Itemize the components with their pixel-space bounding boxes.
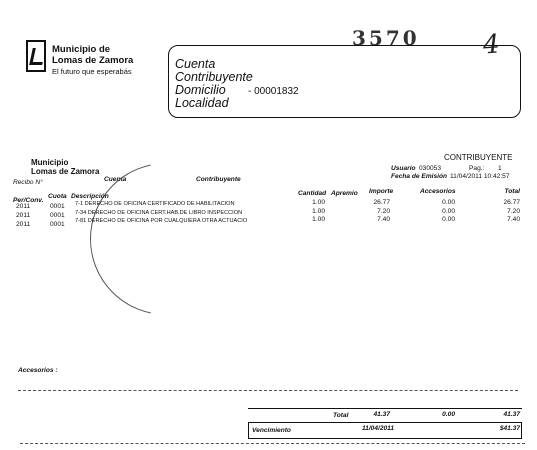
row2-cantidad: 1.00 xyxy=(312,208,325,215)
col-importe: Importe xyxy=(369,188,394,195)
recibo-label: Recibo N° xyxy=(13,179,43,186)
row3-importe: 7.40 xyxy=(377,216,390,223)
municipio-name xyxy=(52,44,133,66)
cut-line xyxy=(20,443,525,444)
domicilio-label: Domicilio xyxy=(175,83,226,97)
col-descripcion: Descripción xyxy=(71,193,109,200)
col-accesorios: Accesorios xyxy=(420,188,456,195)
row2-desc: 7-34 DERECHO DE OFICINA CERT.HAB.DE LIBRO INSPECCION xyxy=(75,210,243,216)
row1-total: 26.77 xyxy=(503,199,520,206)
row3-accesorios: 0.00 xyxy=(442,216,455,223)
municipio-logo-icon xyxy=(26,40,46,72)
handwritten-number: 4 xyxy=(481,29,501,61)
domicilio-value: - 00001832 xyxy=(248,86,299,97)
municipio-tagline: El futuro que esperabás xyxy=(52,67,132,76)
row1-importe: 26.77 xyxy=(373,199,390,206)
fecha-emision-label: Fecha de Emisión xyxy=(391,173,448,180)
row2-cuota: 0001 xyxy=(50,212,65,219)
row2-importe: 7.20 xyxy=(377,208,390,215)
col-total: Total xyxy=(504,188,520,195)
contribuyente-label: Contribuyente xyxy=(175,70,253,84)
accesorios-label: Accesorios : xyxy=(18,367,58,374)
copy-title: CONTRIBUYENTE xyxy=(444,153,513,162)
total-accesorios: 0.00 xyxy=(442,411,455,418)
row1-desc: 7-1 DERECHO DE OFICINA CERTIFICADO DE HABILITACION xyxy=(75,201,235,207)
totals-divider xyxy=(248,408,522,409)
row2-per: 2011 xyxy=(16,212,31,219)
receipt-org-line1: Municipio xyxy=(31,158,69,167)
vencimiento-date: 11/04/2011 xyxy=(362,425,395,432)
receipt-org-line2: Lomas de Zamora xyxy=(31,167,100,176)
row3-cuota: 0001 xyxy=(50,221,65,228)
total-total: 41.37 xyxy=(503,411,520,418)
row1-accesorios: 0.00 xyxy=(442,199,455,206)
row1-cuota: 0001 xyxy=(50,203,65,210)
cuenta-label: Cuenta xyxy=(175,57,216,71)
usuario-label: Usuario xyxy=(391,165,416,172)
row3-cantidad: 1.00 xyxy=(312,216,325,223)
usuario-value: 030053 xyxy=(419,165,442,172)
col-apremio: Apremio xyxy=(331,190,358,197)
localidad-label: Localidad xyxy=(175,96,229,110)
municipio-name-line1: Municipio de xyxy=(52,44,111,55)
pag-label: Pag.: xyxy=(469,165,485,172)
stamp-number: 3570 xyxy=(352,26,420,50)
vencimiento-amount: $41.37 xyxy=(499,425,520,432)
row3-total: 7.40 xyxy=(507,216,520,223)
accesorios-divider xyxy=(18,390,518,391)
total-label: Total xyxy=(333,412,349,419)
row1-per: 2011 xyxy=(16,203,31,210)
fecha-emision-value: 11/04/2011 10:42:57 xyxy=(450,173,510,180)
municipio-name-line2: Lomas de Zamora xyxy=(52,55,134,66)
total-importe: 41.37 xyxy=(373,411,390,418)
row1-cantidad: 1.00 xyxy=(312,199,325,206)
receipt-contribuyente-label: Contribuyente xyxy=(196,176,241,183)
col-cuota: Cuota xyxy=(48,193,67,200)
receipt-cuenta-label: Cuenta xyxy=(104,176,127,183)
col-cantidad: Cantidad xyxy=(298,190,327,197)
row2-total: 7.20 xyxy=(507,208,520,215)
row3-per: 2011 xyxy=(16,221,31,228)
row2-accesorios: 0.00 xyxy=(442,208,455,215)
row3-desc: 7-81 DERECHO DE OFICINA POR CUALQUIERA OTRA ACTUACIO xyxy=(75,218,248,224)
pag-value: 1 xyxy=(498,165,502,172)
seal-stamp-icon xyxy=(90,163,242,315)
vencimiento-label: Vencimiento xyxy=(252,427,291,434)
col-per-conv: Per/Conv. xyxy=(13,197,44,204)
